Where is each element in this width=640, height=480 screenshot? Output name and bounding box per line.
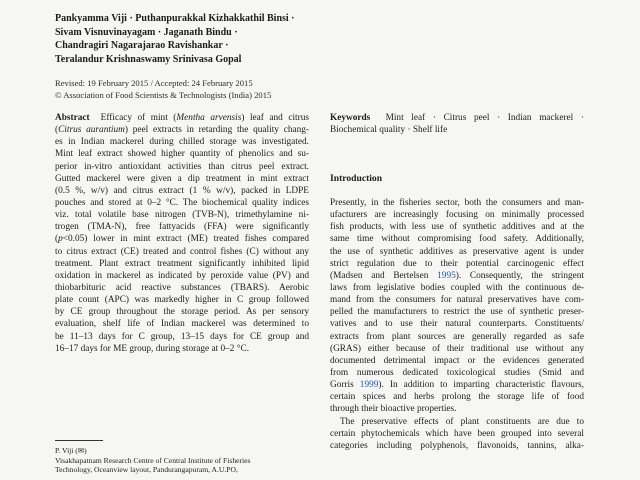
text-line: The preservative effects of plant constituents are due to bbox=[340, 416, 584, 427]
author-line: Chandragiri Nagarajarao Ravishankar · bbox=[55, 40, 229, 52]
abstract-text bbox=[55, 112, 309, 355]
text-line: trogen (TMA-N), free fattyacids (FFA) were significantly bbox=[55, 222, 309, 233]
author-affiliation: Visakhapatnam Research Centre of Central Institute of Fisheries bbox=[55, 455, 251, 465]
text-line: to citrus extract (CE) treated and control fishes (C) without any bbox=[55, 246, 309, 257]
text-line: perior in-vitro antioxidant activities than citrus peel extract. bbox=[55, 161, 309, 172]
text-line: mand from the consumers for natural preservatives have com- bbox=[330, 295, 584, 306]
author-affiliation: Technology, Oceanview layout, Pandurangapuram, A.U.PO, bbox=[55, 465, 238, 475]
copyright-notice: © Association of Food Scientists & Technologists (India) 2015 bbox=[55, 89, 272, 100]
text-line: Presently, in the fisheries sector, both the consumers and man- bbox=[330, 198, 584, 208]
citation-year[interactable]: 1999 bbox=[359, 380, 379, 391]
footnote-divider bbox=[55, 440, 103, 441]
text-line: Gutted mackerel were given a dip treatment in mint extract bbox=[55, 173, 309, 184]
keywords-line bbox=[330, 112, 584, 124]
text-line: 16–17 days for ME group, during storage at 0–2 °C. bbox=[55, 343, 250, 354]
keywords-list: Mint leaf · Citrus peel · Indian mackerel · bbox=[385, 113, 584, 123]
keywords-label: Keywords bbox=[330, 113, 371, 123]
citation-year[interactable]: 1995 bbox=[437, 270, 456, 281]
text-line: evaluation, shelf life of Indian mackerel was determined to bbox=[55, 319, 309, 330]
text-line: Gorris 1999). In addition to imparting characteristic flavours, bbox=[330, 380, 584, 391]
introduction-heading: Introduction bbox=[330, 173, 383, 184]
author-line: Sivam Visnuvinayagam · Jaganath Bindu · bbox=[55, 26, 238, 38]
text-line: (GRAS) either because of their traditional use without any bbox=[330, 343, 584, 354]
text-line: same time without compromising food safety. Additionally, bbox=[330, 234, 584, 245]
text-line: (Citrus aurantium) peel extracts in retarding the quality chang- bbox=[55, 125, 309, 136]
text-line: vatives and to use their natural counterparts. Constituents/ bbox=[330, 319, 584, 330]
text-line: pouches and stored at 0–2 °C. The biochemical quality indices bbox=[55, 197, 309, 208]
article-dates bbox=[55, 78, 355, 101]
author-line: Pankyamma Viji · Puthanpurakkal Kizhakkathil Binsi · bbox=[55, 13, 295, 24]
text-line: Abstract Efficacy of mint (Mentha arvensis) leaf and citrus bbox=[55, 113, 309, 123]
author-list bbox=[55, 12, 355, 66]
introduction-paragraph-1 bbox=[330, 197, 584, 416]
text-line: oxidation in mackerel as indicated by peroxide value (PV) and bbox=[55, 270, 309, 281]
keywords-section bbox=[330, 112, 584, 136]
author-line: Teralandur Krishnaswamy Srinivasa Gopal bbox=[55, 53, 242, 65]
corresponding-author-name: P. Viji (✉) bbox=[55, 446, 87, 455]
text-line: certain spices and herbs prolong the storage life of food bbox=[330, 392, 584, 403]
text-line: the use of synthetic additives as preservative agent is under bbox=[330, 246, 584, 257]
text-line: Mint leaf extract showed higher quantity of phenolics and su- bbox=[55, 149, 309, 160]
text-line: pelled the manufacturers to restrict the use of synthetic preser- bbox=[330, 307, 584, 318]
text-line: categories including polyphenols, flavonoids, tannins, alka- bbox=[330, 440, 584, 451]
text-line: (0.5 %, w/v) and citrus extract (1 % w/v), packed in LDPE bbox=[55, 185, 309, 196]
text-line: (Madsen and Bertelsen 1995). Consequently, the stringent bbox=[330, 270, 584, 281]
revised-accepted-dates: Revised: 19 February 2015 / Accepted: 24 February 2015 bbox=[55, 78, 253, 88]
text-line: through their bioactive properties. bbox=[330, 404, 457, 415]
text-line: strict regulation due to their potential carcinogenic effect bbox=[330, 258, 584, 269]
text-line: documented detrimental impact or the evidences generated bbox=[330, 355, 584, 366]
keywords-list-cont: Biochemical quality · Shelf life bbox=[330, 125, 448, 136]
abstract-section bbox=[55, 112, 309, 355]
introduction-body bbox=[330, 197, 584, 452]
corresponding-author-footnote bbox=[55, 446, 309, 475]
text-line: from numerous dedicated toxicological studies (Smid and bbox=[330, 367, 584, 378]
text-line: by CE group throughout the storage period. As per sensory bbox=[55, 307, 309, 318]
text-line: be 11–13 days for C group, 13–15 days for CE group and bbox=[55, 331, 309, 342]
text-line: ufacturers are increasingly focusing on minimally processed bbox=[330, 210, 584, 221]
text-line: es in Indian mackerel during chilled storage was investigated. bbox=[55, 137, 309, 148]
text-line: laws from legislative bodies coupled with the continuous de- bbox=[330, 282, 584, 293]
abstract-label: Abstract bbox=[55, 113, 90, 123]
text-line: fish products, with less use of synthetic additives and at the bbox=[330, 222, 584, 233]
text-line: certain phytochemicals which have been grouped into several bbox=[330, 428, 584, 439]
text-line: treatment. Plant extract treatment significantly inhibited lipid bbox=[55, 258, 309, 269]
text-line: (p<0.05) lower in mint extract (ME) treated fishes compared bbox=[55, 234, 309, 245]
text-line: viz. total volatile base nitrogen (TVB-N), trimethylamine ni- bbox=[55, 210, 309, 221]
text-line: extracts from plant sources are generally regarded as safe bbox=[330, 331, 584, 342]
text-line: thiobarbituric acid reactive substances (TBARS). Aerobic bbox=[55, 282, 309, 293]
introduction-paragraph-2 bbox=[330, 416, 584, 452]
text-line: plate count (APC) was markedly higher in C group followed bbox=[55, 295, 309, 306]
